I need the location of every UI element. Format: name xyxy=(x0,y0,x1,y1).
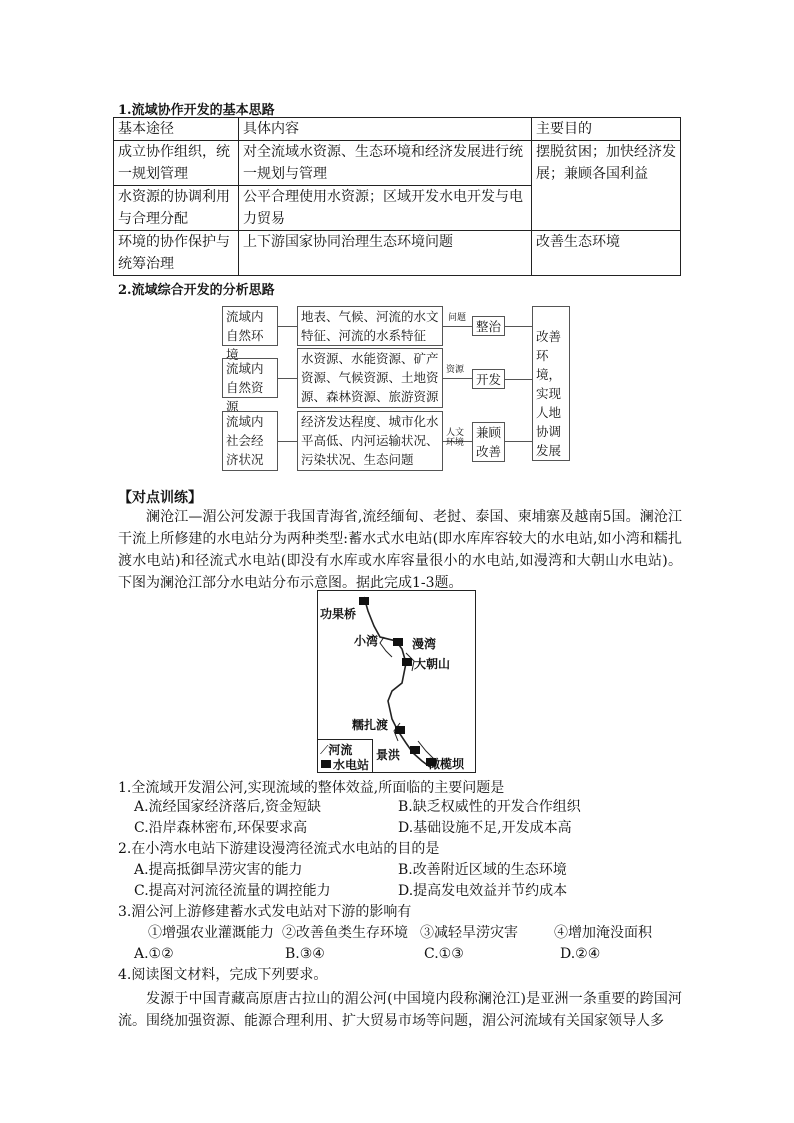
table-cell: 公平合理使用水资源；区域开发水电开发与电力贸易 xyxy=(239,186,532,231)
hydropower-station-marker xyxy=(402,658,412,666)
flow-action-box: 开发 xyxy=(472,369,505,389)
flow-mid-box: 水资源、水能资源、矿产资源、气候资源、土地资源、森林资源、旅游资源 xyxy=(297,348,443,408)
table-cell: 对全流域水资源、生态环境和经济发展进行统一规划与管理 xyxy=(239,141,532,186)
table-cell: 水资源的协调利用与合理分配 xyxy=(114,186,239,231)
arrow-label: 问题 xyxy=(448,313,467,323)
hydropower-station-marker xyxy=(410,746,420,754)
flow-action-box: 整治 xyxy=(472,316,505,336)
question-item: ②改善鱼类生存环境 xyxy=(282,925,408,941)
map-legend: ⟋河流 水电站 xyxy=(318,739,373,773)
map-label: 漫湾 xyxy=(412,637,437,651)
legend-river-label: 河流 xyxy=(328,743,353,757)
map-label: 橄榄坝 xyxy=(428,757,465,771)
question-option: C.提高对河流径流量的调控能力 xyxy=(134,883,331,899)
question-item: ④增加淹没面积 xyxy=(554,925,652,941)
section2-title: 2.流域综合开发的分析思路 xyxy=(118,283,275,298)
question-option: B.缺乏权威性的开发合作组织 xyxy=(398,799,581,815)
question-option: B.③④ xyxy=(285,946,325,962)
flow-action-box: 兼顾改善 xyxy=(472,422,505,462)
question-option: A.流经国家经济落后,资金短缺 xyxy=(134,799,322,815)
question-4-stem: 4.阅读图文材料，完成下列要求。 xyxy=(118,967,328,983)
question-option: A.①② xyxy=(134,946,174,962)
header-cell: 具体内容 xyxy=(239,118,532,141)
map-label: 小湾 xyxy=(354,634,379,648)
question-4-text: 发源于中国青藏高原唐古拉山的湄公河(中国境内段称澜沧江)是亚洲一条重要的跨国河流。围绕加强资源、能源合理利用、扩大贸易市场等问题，湄公河流域有关国家领导人多 xyxy=(118,991,682,1029)
legend-station-icon xyxy=(321,760,331,768)
table-cell: 摆脱贫困；加快经济发展；兼顾各国利益 xyxy=(532,141,681,231)
map-label: 糯扎渡 xyxy=(352,718,389,732)
question-option: D.基础设施不足,开发成本高 xyxy=(398,820,572,836)
table-cell: 成立协作组织，统一规划管理 xyxy=(114,141,239,186)
table-cell: 上下游国家协同治理生态环境问题 xyxy=(239,231,532,276)
question-option: A.提高抵御旱涝灾害的能力 xyxy=(134,862,303,878)
map-label: 大朝山 xyxy=(414,657,451,671)
map-label: 功果桥 xyxy=(320,607,357,621)
hydropower-station-marker xyxy=(393,638,403,646)
question-option: C.沿岸森林密布,环保要求高 xyxy=(134,820,308,836)
hydropower-station-marker xyxy=(395,726,405,734)
map-label: 景洪 xyxy=(376,748,401,762)
flow-left-box: 流域内自然环境 xyxy=(222,306,278,346)
question-item: ①增强农业灌溉能力 xyxy=(148,925,274,941)
hydropower-map xyxy=(317,590,476,773)
flow-mid-box: 地表、气候、河流的水文特征、河流的水系特征 xyxy=(297,306,443,346)
header-cell: 主要目的 xyxy=(532,118,681,141)
flow-left-box: 流域内社会经济状况 xyxy=(222,411,278,471)
basic-approach-table xyxy=(113,117,681,276)
question-option: D.②④ xyxy=(560,946,601,962)
flow-mid-box: 经济发达程度、城市化水平高低、内河运输状况、污染状况、生态问题 xyxy=(297,411,443,471)
question-1-stem: 1.全流域开发湄公河,实现流域的整体效益,所面临的主要问题是 xyxy=(118,780,505,796)
question-item: ③减轻旱涝灾害 xyxy=(420,925,518,941)
question-option: C.①③ xyxy=(424,946,464,962)
question-option: B.改善附近区域的生态环境 xyxy=(398,862,567,878)
table-cell: 环境的协作保护与统筹治理 xyxy=(114,231,239,276)
question-3-stem: 3.湄公河上游修建蓄水式发电站对下游的影响有 xyxy=(118,904,412,920)
hydropower-station-marker xyxy=(359,597,369,605)
table-row xyxy=(114,231,681,276)
question-2-stem: 2.在小湾水电站下游建设漫湾径流式水电站的目的是 xyxy=(118,841,440,857)
table-cell: 改善生态环境 xyxy=(532,231,681,276)
section1-title: 1.流域协作开发的基本思路 xyxy=(118,103,275,118)
arrow-label: 资源 xyxy=(446,365,465,375)
practice-intro: 澜沧江—湄公河发源于我国青海省,流经缅甸、老挝、泰国、柬埔寨及越南5国。澜沧江干流上所修建的水电站分为两种类型:蓄水式水电站(即水库库容较大的水电站,如小湾和糯扎渡水电站)和径流式水电站(即没有水库或水库容量很小的水电站,如漫湾和大朝山水电站)。下图为澜沧江部分水电站分布示意图。据此完成1-3题。 xyxy=(118,509,682,591)
practice-title: 【对点训练】 xyxy=(118,490,202,506)
flow-result-box: 改善环境，实现人地协调发展 xyxy=(532,306,570,461)
question-option: D.提高发电效益并节约成本 xyxy=(398,883,568,899)
legend-station-label: 水电站 xyxy=(333,758,370,772)
flow-left-box: 流域内自然资源 xyxy=(222,358,278,398)
arrow-label: 人文环境 xyxy=(446,428,465,448)
header-cell: 基本途径 xyxy=(114,118,239,141)
table-header-row xyxy=(114,118,681,141)
table-row xyxy=(114,141,681,186)
